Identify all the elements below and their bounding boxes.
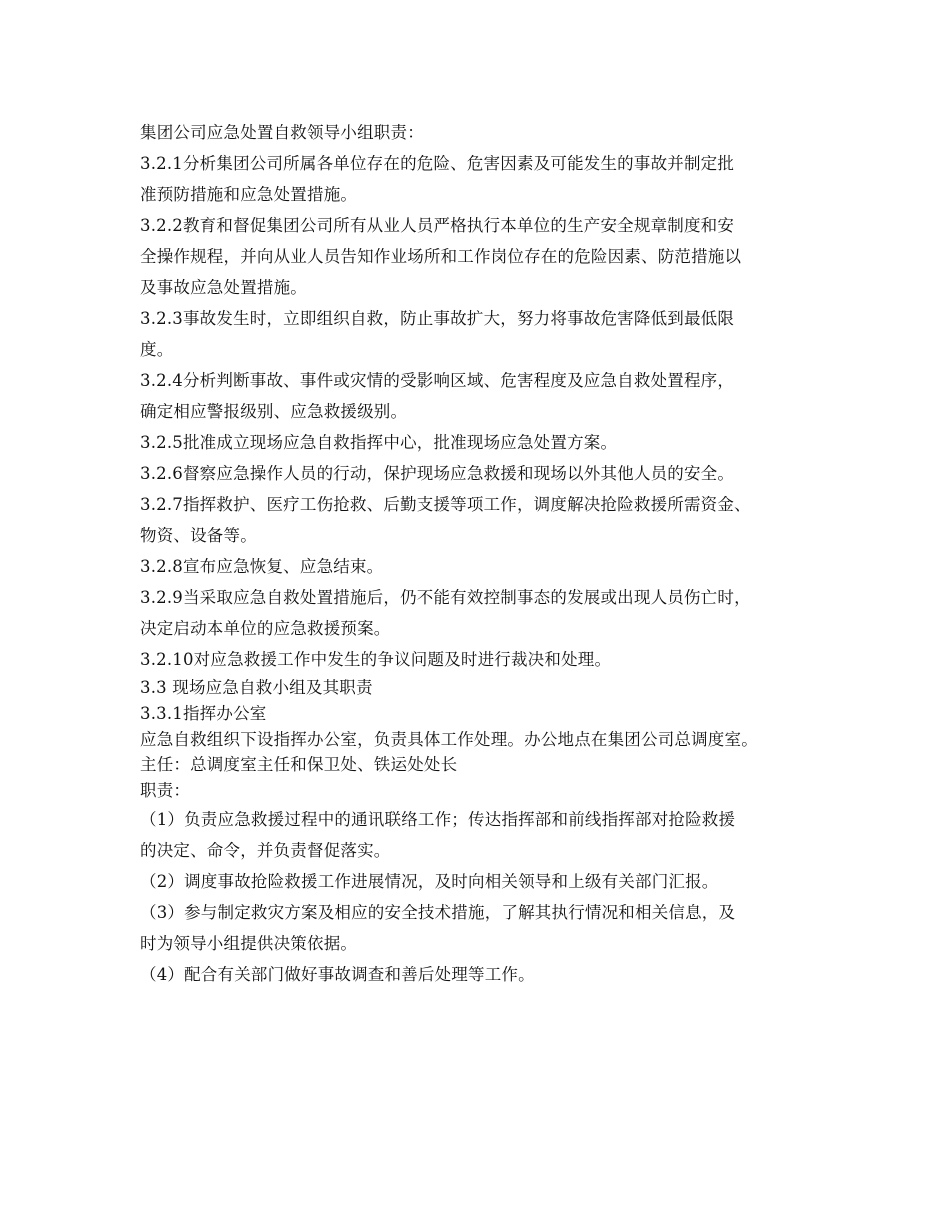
text-line: 3.2.8宣布应急恢复、应急结束。: [140, 557, 384, 576]
list-item: （1）负责应急救援过程中的通讯联络工作；传达指挥部和前线指挥部对抢险救援: [140, 810, 736, 829]
list-item: （4）配合有关部门做好事故调查和善后处理等工作。: [140, 965, 535, 984]
text-line: 全操作规程，并向从业人员告知作业场所和工作岗位存在的危险因素、防范措施以: [140, 247, 742, 266]
text-line: 主任：总调度室主任和保卫处、铁运处处长: [140, 755, 458, 774]
text-line: 应急自救组织下设指挥办公室，负责具体工作处理。办公地点在集团公司总调度室。: [140, 730, 758, 749]
text-line: 及事故应急处置措施。: [140, 278, 307, 297]
text-line: 准预防措施和应急处置措施。: [140, 185, 358, 204]
text-line: 3.2.5批准成立现场应急自救指挥中心，批准现场应急处置方案。: [140, 433, 618, 452]
subsection-heading: 3.3.1指挥办公室: [140, 704, 267, 723]
text-line-heading: 集团公司应急处置自救领导小组职责：: [140, 123, 424, 142]
text-line: 3.2.6督察应急操作人员的行动，保护现场应急救援和现场以外其他人员的安全。: [140, 464, 735, 483]
text-line: 3.2.2教育和督促集团公司所有从业人员严格执行本单位的生产安全规章制度和安: [140, 216, 735, 235]
text-line: 确定相应警报级别、应急救援级别。: [140, 402, 408, 421]
text-line: 度。: [140, 340, 174, 359]
document-body: [140, 117, 840, 990]
text-line: 物资、设备等。: [140, 526, 257, 545]
text-line: 3.2.7指挥救护、医疗工伤抢救、后勤支援等项工作，调度解决抢险救援所需资金、: [140, 495, 751, 514]
text-line: 3.2.1分析集团公司所属各单位存在的危险、危害因素及可能发生的事故并制定批: [140, 154, 735, 173]
text-line: 决定启动本单位的应急救援预案。: [140, 619, 391, 638]
list-item: （2）调度事故抢险救援工作进展情况，及时向相关领导和上级有关部门汇报。: [140, 872, 719, 891]
text-line: 3.2.10对应急救援工作中发生的争议问题及时进行裁决和处理。: [140, 650, 612, 669]
text-line: 3.2.9当采取应急自救处置措施后，仍不能有效控制事态的发展或出现人员伤亡时，: [140, 588, 751, 607]
list-item-continued: 的决定、命令，并负责督促落实。: [140, 841, 391, 860]
list-item: （3）参与制定救灾方案及相应的安全技术措施，了解其执行情况和相关信息，及: [140, 903, 736, 922]
text-line: 3.2.3事故发生时，立即组织自救，防止事故扩大，努力将事故危害降低到最低限: [140, 309, 735, 328]
section-heading: 3.3 现场应急自救小组及其职责: [140, 678, 373, 697]
text-line-duties-label: 职责：: [140, 781, 191, 800]
list-item-continued: 时为领导小组提供决策依据。: [140, 934, 358, 953]
text-line: 3.2.4分析判断事故、事件或灾情的受影响区域、危害程度及应急自救处置程序，: [140, 371, 735, 390]
